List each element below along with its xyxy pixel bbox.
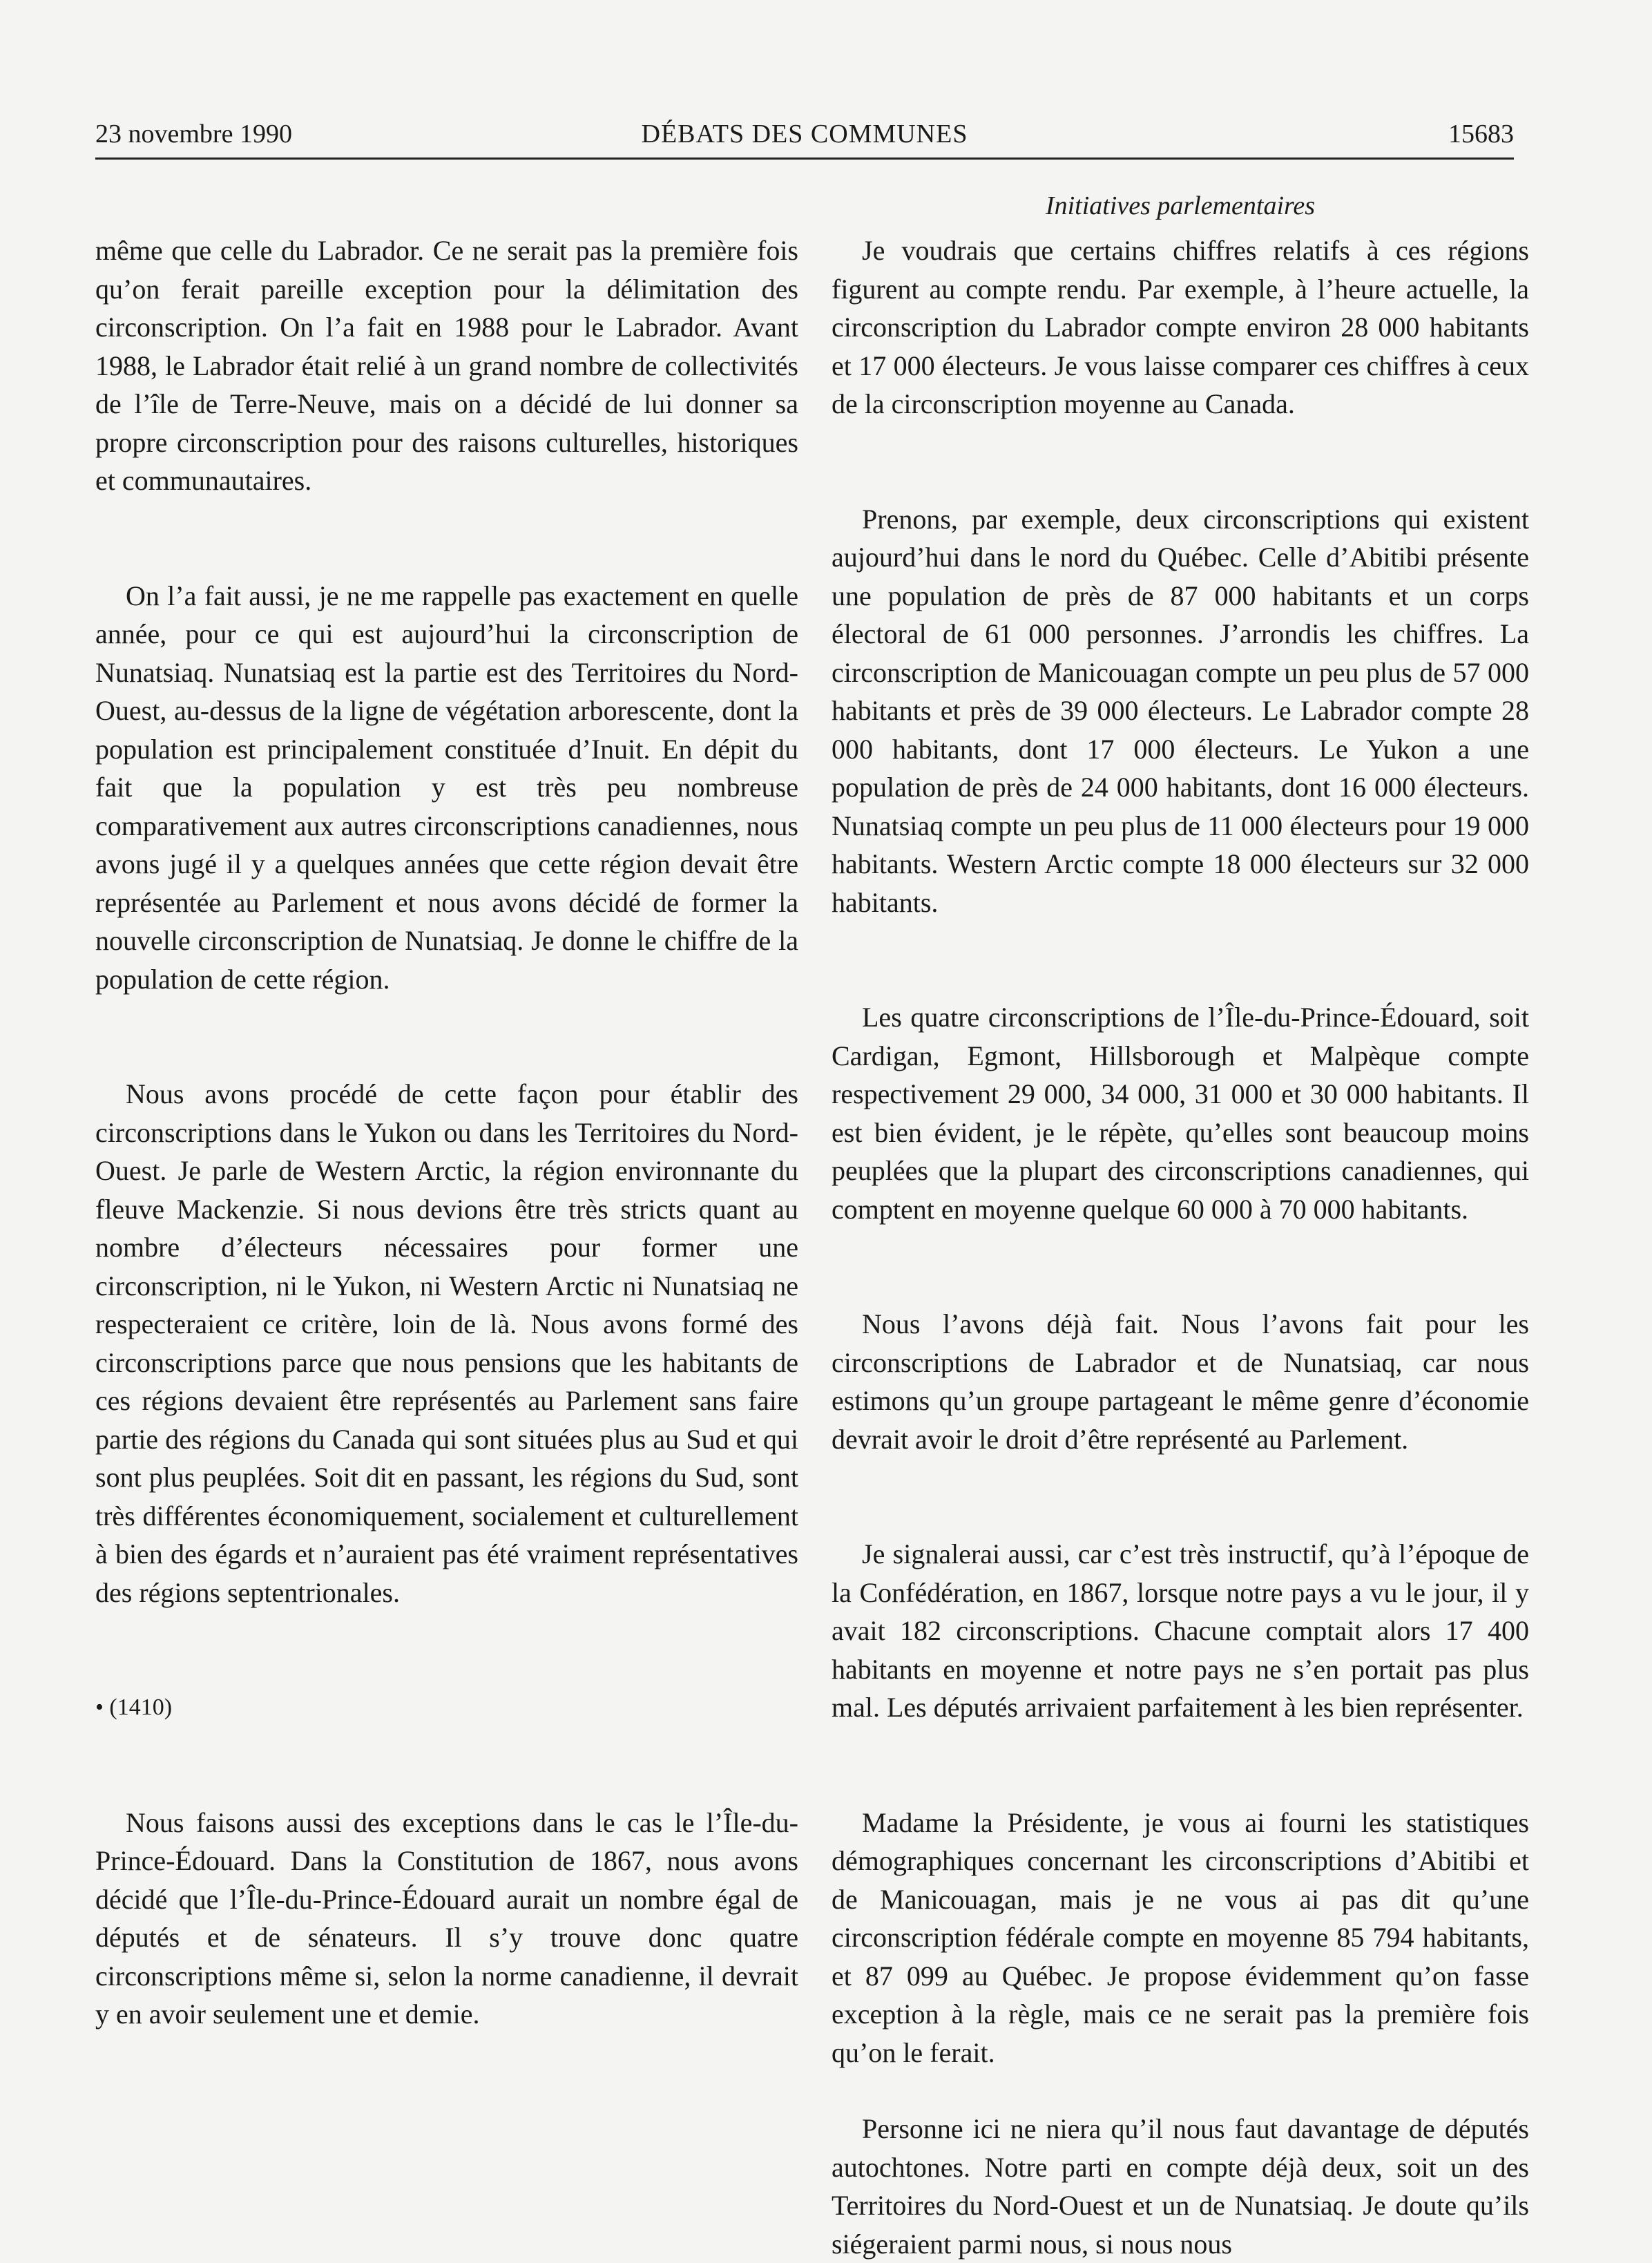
right-paragraph-7: Personne ici ne niera qu’il nous faut davantage de députés autochtones. Notre parti en compte déjà deux, soit un des Territoires du Nord-Ouest et un de Nunatsiaq. Je doute qu’ils siégeraient parmi nous, si nous nous [832,2113,1529,2260]
right-paragraph-1: Je voudrais que certains chiffres relatifs à ces régions figurent au compte rendu. Par exemple, à l’heure actuelle, la circonscription du Labrador compte environ 28 000 habitants et 17 000 électeurs. Je vous laisse comparer ces chiffres à ceux de la circonscription moyenne au Canada. [832,235,1529,419]
right-paragraph-2: Prenons, par exemple, deux circonscriptions qui existent aujourd’hui dans le nord du Québec. Celle d’Abitibi présente une population de près de 87 000 habitants et un corps électoral de 61 000 personnes. J’arrondis les chiffres. La circonscription de Manicouagan compte un peu plus de 57 000 habitants et près de 39 000 électeurs. Le Labrador compte 28 000 habitants, dont 17 000 électeurs. Le Yukon a une population de près de 24 000 habitants, dont 16 000 électeurs. Nunatsiaq compte un peu plus de 11 000 électeurs pour 19 000 habitants. Western Arctic compte 18 000 électeurs sur 32 000 habitants. [832,503,1529,918]
left-paragraph-4: Nous faisons aussi des exceptions dans le cas le l’Île-du-Prince-Édouard. Dans la Constitution de 1867, nous avons décidé que l’Île-du-Prince-Édouard aurait un nombre égal de députés et de sénateurs. Il s’y trouve donc quatre circonscriptions même si, selon la norme canadienne, il devrait y en avoir seulement une et demie. [95,1806,798,2030]
left-paragraph-2: On l’a fait aussi, je ne me rappelle pas exactement en quelle année, pour ce qui est aujourd’hui la circonscription de Nunatsiaq. Nunatsiaq est la partie est des Territoires du Nord-Ouest, au-dessus de la ligne de végétation arborescente, dont la population est principalement constituée d’Inuit. En dépit du fait que la population y est très peu nombreuse comparativement aux autres circonscriptions canadiennes, nous avons jugé il y a quelques années que cette région devait être représentée au Parlement et nous avons décidé de former la nouvelle circonscription de Nunatsiaq. Je donne le chiffre de la population de cette région. [95,580,798,995]
left-column [95,231,798,2034]
page-header [95,116,1514,160]
right-paragraph-3: Les quatre circonscriptions de l’Île-du-Prince-Édouard, soit Cardigan, Egmont, Hillsborough et Malpèque compte respectivement 29 000, 34 000, 31 000 et 30 000 habitants. Il est bien évident, je le répète, qu’elles sont beaucoup moins peuplées que la plupart des circonscriptions canadiennes, qui comptent en moyenne quelque 60 000 à 70 000 habitants. [832,1002,1529,1225]
right-paragraph-4: Nous l’avons déjà fait. Nous l’avons fait pour les circonscriptions de Labrador et de Nunatsiaq, car nous estimons qu’un groupe partageant le même genre d’économie devrait avoir le droit d’être représenté au Parlement. [832,1308,1529,1455]
right-paragraph-5: Je signalerai aussi, car c’est très instructif, qu’à l’époque de la Confédération, en 1867, lorsque notre pays a vu le jour, il y avait 182 circonscriptions. Chacune comptait alors 17 400 habitants en moyenne et notre pays ne s’en portait pas plus mal. Les députés arrivaient parfaitement à les bien représenter. [832,1538,1529,1723]
header-date: 23 novembre 1990 [95,120,292,149]
right-paragraph-6: Madame la Présidente, je vous ai fourni les statistiques démographiques concernant les circonscriptions d’Abitibi et de Manicouagan, mais je ne vous ai pas dit qu’une circonscription fédérale compte en moyenne 85 794 habitants, et 87 099 au Québec. Je propose évidemment qu’on fasse exception à la règle, mais ce ne serait pas la première fois qu’on le ferait. [832,1806,1529,2068]
section-label: Initiatives parlementaires [1045,191,1316,220]
time-marker: • (1410) [95,1694,173,1720]
left-paragraph-3: Nous avons procédé de cette façon pour établir des circonscriptions dans le Yukon ou dans les Territoires du Nord-Ouest. Je parle de Western Arctic, la région environnante du fleuve Mackenzie. Si nous devions être très stricts quant au nombre d’électeurs nécessaires pour former une circonscription, ni le Yukon, ni Western Arctic ni Nunatsiaq ne respecteraient ce critère, loin de là. Nous avons formé des circonscriptions parce que nous pensions que les habitants de ces régions devaient être représentés au Parlement sans faire partie des régions du Canada qui sont situées plus au Sud et qui sont plus peuplées. Soit dit en passant, les régions du Sud, sont très différentes économiquement, socialement et culturellement à bien des égards et n’auraient pas été vraiment représentatives des régions septentrionales. [95,1078,798,1608]
header-page-number: 15683 [1448,120,1514,149]
header-title: DÉBATS DES COMMUNES [641,120,968,149]
right-column [832,231,1529,2263]
left-paragraph-1: même que celle du Labrador. Ce ne serait pas la première fois qu’on ferait pareille exception pour la délimitation des circonscription. On l’a fait en 1988 pour le Labrador. Avant 1988, le Labrador était relié à un grand nombre de collectivités de l’île de Terre-Neuve, mais on a décidé de lui donner sa propre circonscription pour des raisons culturelles, historiques et communautaires. [95,235,798,496]
